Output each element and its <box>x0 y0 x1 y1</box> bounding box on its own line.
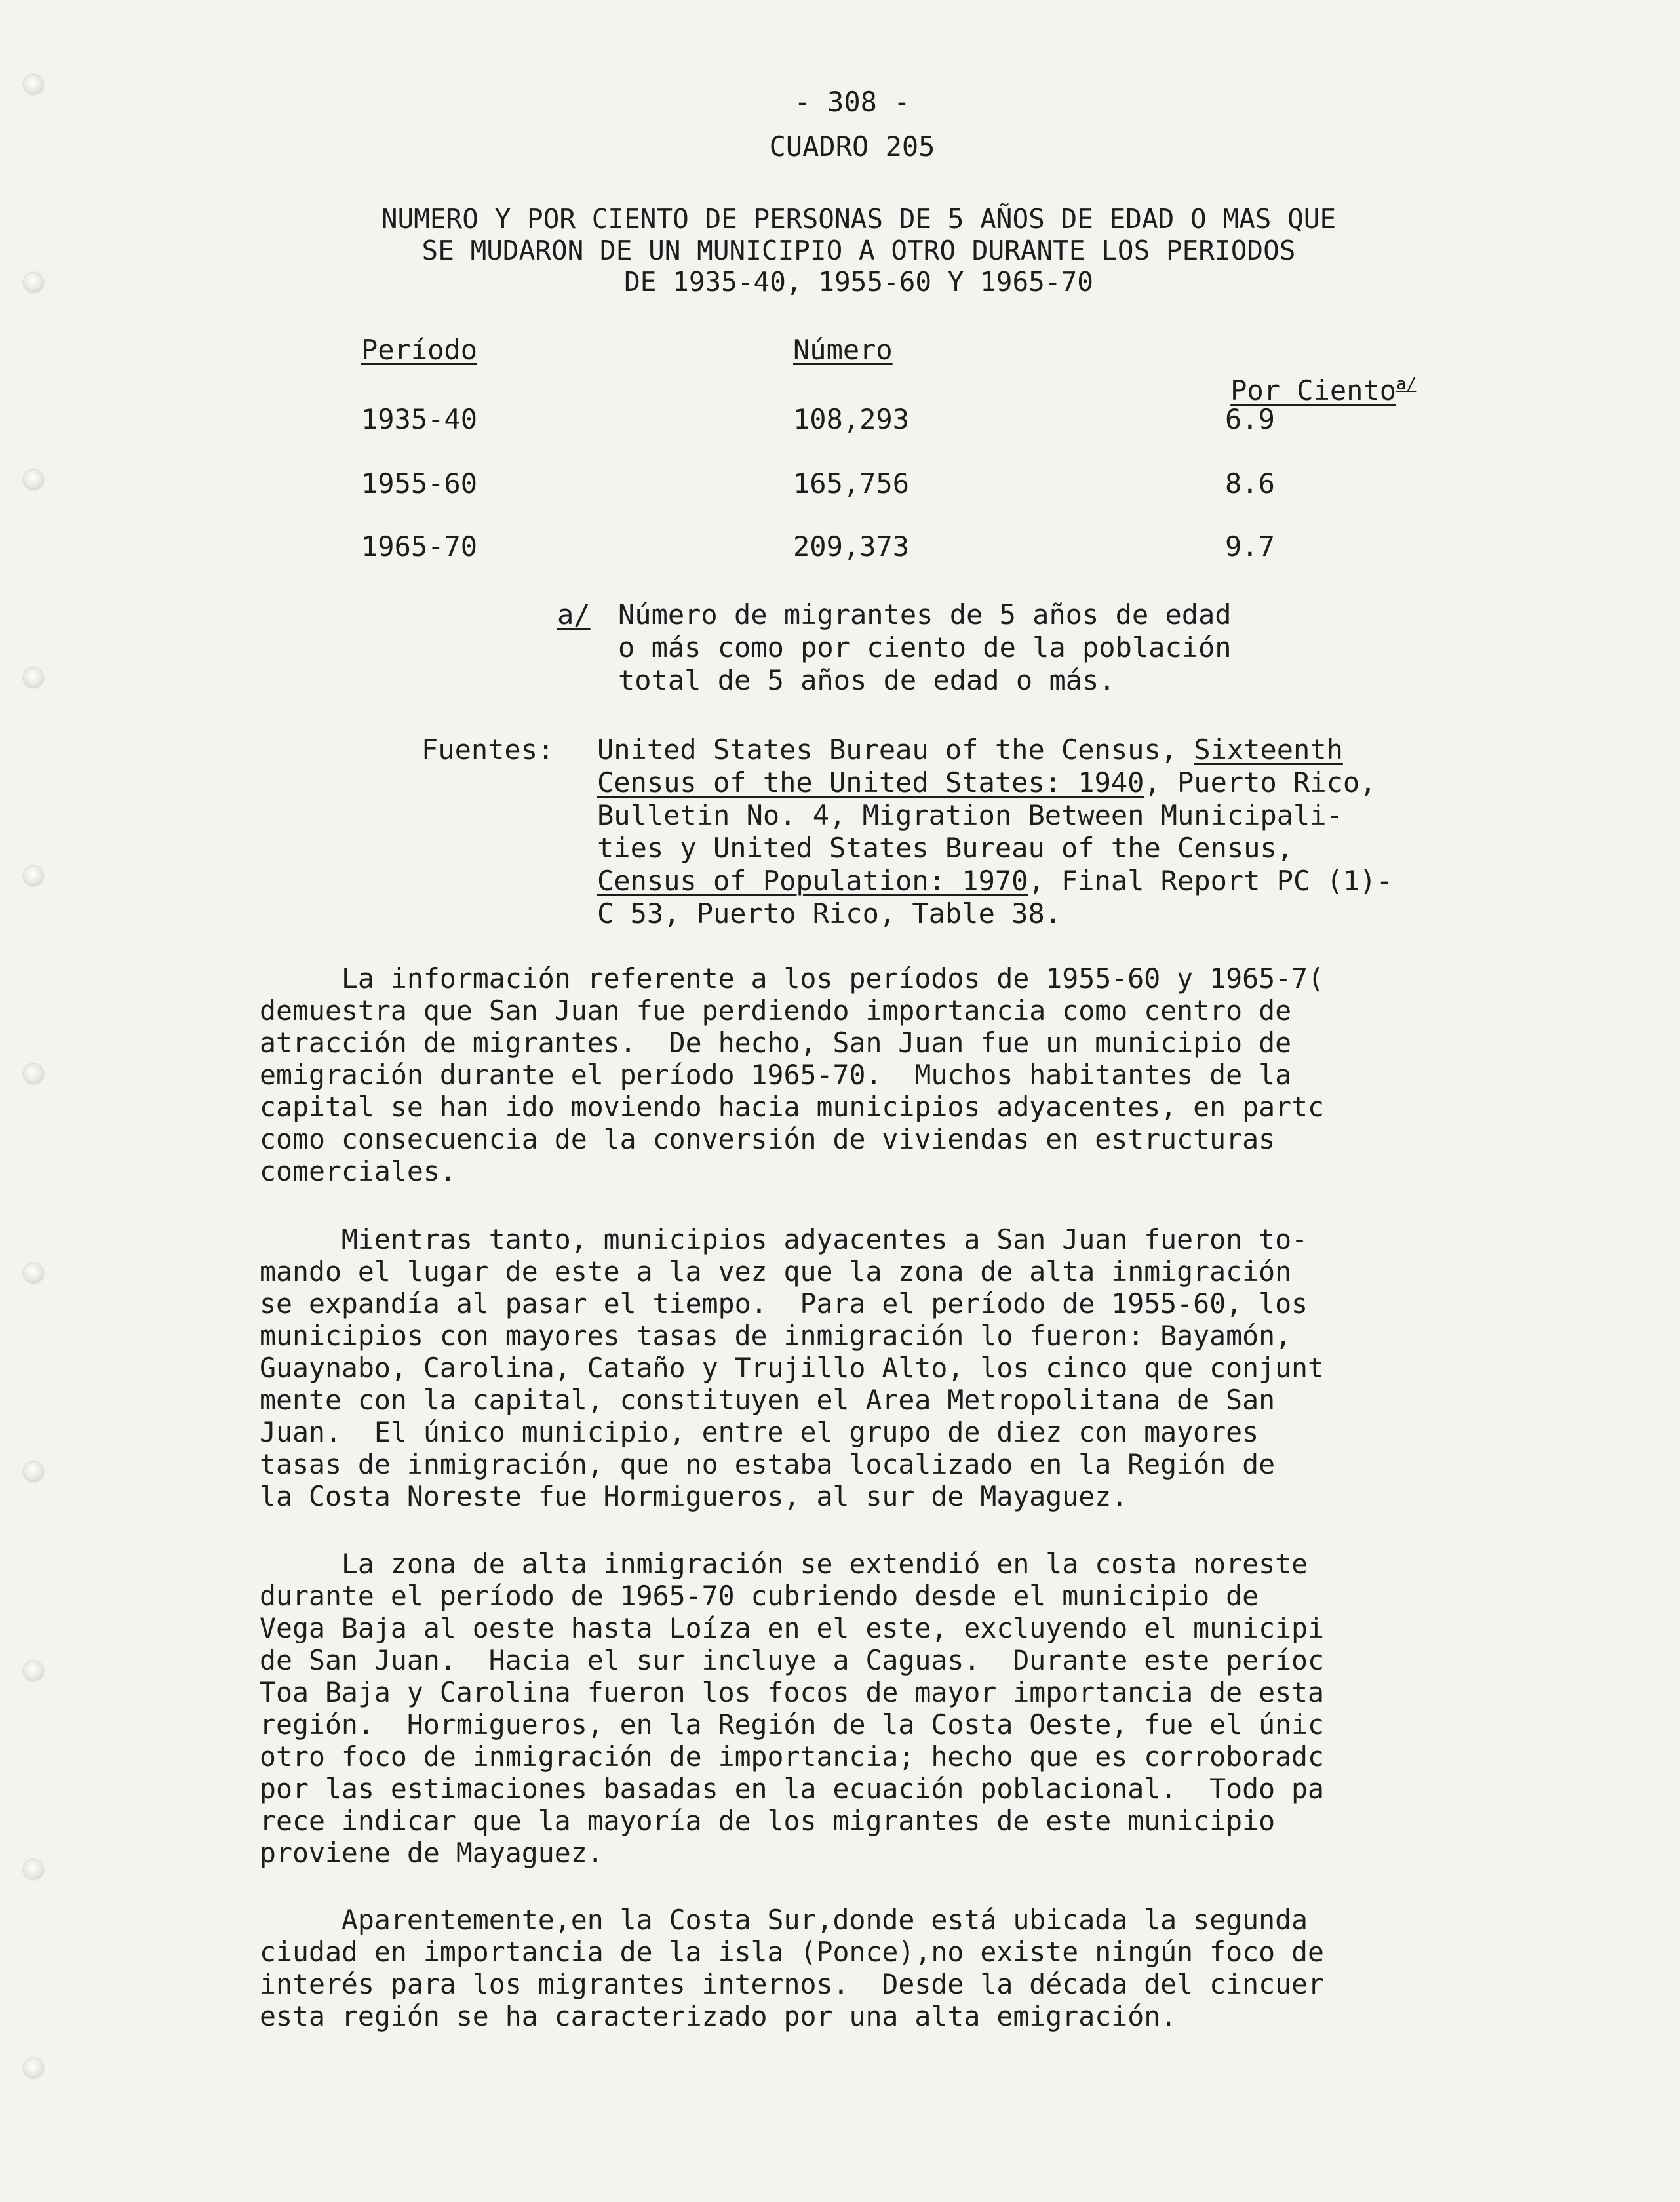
table-cell-number: 209,373 <box>793 530 910 562</box>
table-cell-percent: 6.9 <box>1225 403 1275 435</box>
table-cell-percent: 8.6 <box>1225 467 1275 500</box>
binder-hole <box>24 1064 43 1084</box>
source-line <box>597 733 1343 767</box>
column-header-number: Número <box>793 334 893 366</box>
paragraph-line: Vega Baja al oeste hasta Loíza en el este, excluyendo el municipi <box>260 1612 1325 1644</box>
source-line <box>597 864 1393 898</box>
paragraph-line: esta región se ha caracterizado por una alta emigración. <box>260 2000 1177 2032</box>
paragraph-line: por las estimaciones basadas en la ecuación poblacional. Todo pa <box>260 1773 1325 1805</box>
source-text: United States Bureau of the Census, <box>597 734 1194 766</box>
paragraph-line: emigración durante el período 1965-70. Muchos habitantes de la <box>260 1059 1292 1091</box>
binder-hole <box>24 668 43 688</box>
binder-hole <box>24 1661 43 1681</box>
paragraph-line: Juan. El único municipio, entre el grupo de diez con mayores <box>260 1416 1259 1448</box>
binder-hole <box>24 866 43 886</box>
footnote-line: o más como por ciento de la población <box>618 631 1232 663</box>
paragraph-line: La zona de alta inmigración se extendió en la costa noreste <box>260 1548 1308 1580</box>
column-header-period: Período <box>361 334 478 366</box>
paragraph-line: atracción de migrantes. De hecho, San Juan fue un municipio de <box>260 1027 1292 1059</box>
paragraph-line: se expandía al pasar el tiempo. Para el período de 1955-60, los <box>260 1288 1308 1320</box>
sources-label: Fuentes: <box>421 734 555 766</box>
footnote-marker: a/ <box>557 599 591 631</box>
source-text: C 53, Puerto Rico, Table 38. <box>597 897 1062 930</box>
paragraph-line: comerciales. <box>260 1155 456 1187</box>
paragraph-line: interés para los migrantes internos. Desde la década del cincuer <box>260 1968 1325 2000</box>
paragraph-line: Mientras tanto, municipios adyacentes a San Juan fueron to- <box>260 1223 1308 1255</box>
paragraph-line: la Costa Noreste fue Hormigueros, al sur de Mayaguez. <box>260 1480 1128 1512</box>
source-title: Sixteenth <box>1194 734 1343 766</box>
table-cell-number: 108,293 <box>793 403 910 435</box>
percent-header-label: Por Ciento <box>1230 374 1397 406</box>
paragraph-line: rece indicar que la mayoría de los migrantes de este municipio <box>260 1805 1276 1837</box>
table-cell-percent: 9.7 <box>1225 530 1275 562</box>
table-cell-period: 1935-40 <box>361 403 478 435</box>
column-header-percent <box>1164 333 1416 442</box>
source-title: Census of Population: 1970 <box>597 865 1028 897</box>
body-paragraph <box>260 962 1531 1187</box>
paragraph-line: capital se han ido moviendo hacia municipios adyacentes, en partc <box>260 1091 1325 1123</box>
table-cell-period: 1965-70 <box>361 530 478 562</box>
body-paragraph <box>260 1223 1531 1512</box>
source-line <box>597 766 1376 800</box>
source-text: Bulletin No. 4, Migration Between Municipali- <box>597 799 1343 831</box>
paragraph-line: durante el período de 1965-70 cubriendo desde el municipio de <box>260 1580 1259 1612</box>
footnote-mark: a/ <box>1396 374 1417 394</box>
table-cell-number: 165,756 <box>793 467 910 500</box>
source-line <box>597 798 1343 833</box>
source-text: , Puerto Rico, <box>1144 766 1377 798</box>
table-title-line: SE MUDARON DE UN MUNICIPIO A OTRO DURANTE LOS PERIODOS <box>421 235 1296 266</box>
paragraph-line: Aparentemente,en la Costa Sur,donde está ubicada la segunda <box>260 1904 1308 1936</box>
binder-hole <box>24 2058 43 2078</box>
paragraph-line: como consecuencia de la conversión de viviendas en estructuras <box>260 1123 1276 1155</box>
source-title: Census of the United States: 1940 <box>597 766 1144 798</box>
binder-hole <box>24 1263 43 1283</box>
paragraph-line: de San Juan. Hacia el sur incluye a Caguas. Durante este períoc <box>260 1644 1325 1676</box>
source-line <box>597 831 1293 865</box>
paragraph-line: Guaynabo, Carolina, Cataño y Trujillo Alto, los cinco que conjunt <box>260 1352 1325 1384</box>
table-id: CUADRO 205 <box>769 130 935 163</box>
binder-hole <box>24 1462 43 1482</box>
paragraph-line: demuestra que San Juan fue perdiendo importancia como centro de <box>260 994 1292 1027</box>
paragraph-line: región. Hormigueros, en la Región de la Costa Oeste, fue el únic <box>260 1708 1325 1740</box>
paragraph-line: Toa Baja y Carolina fueron los focos de mayor importancia de esta <box>260 1676 1325 1708</box>
footnote-line: total de 5 años de edad o más. <box>618 664 1116 696</box>
table-cell-period: 1955-60 <box>361 467 478 500</box>
paragraph-line: proviene de Mayaguez. <box>260 1837 604 1869</box>
page-number: - 308 - <box>794 86 910 118</box>
paragraph-line: otro foco de inmigración de importancia; hecho que es corroboradc <box>260 1740 1325 1773</box>
binder-hole <box>24 75 43 94</box>
source-line <box>597 897 1061 931</box>
paragraph-line: mente con la capital, constituyen el Area Metropolitana de San <box>260 1384 1276 1416</box>
footnote-line: Número de migrantes de 5 años de edad <box>618 599 1232 631</box>
table-title-line: DE 1935-40, 1955-60 Y 1965-70 <box>624 266 1093 298</box>
binder-hole <box>24 470 43 490</box>
body-paragraph <box>260 1904 1531 2032</box>
paragraph-line: ciudad en importancia de la isla (Ponce),no existe ningún foco de <box>260 1936 1325 1968</box>
paragraph-line: La información referente a los períodos de 1955-60 y 1965-7( <box>260 962 1325 994</box>
source-text: , Final Report PC (1)- <box>1028 865 1393 897</box>
paragraph-line: mando el lugar de este a la vez que la zona de alta inmigración <box>260 1255 1292 1288</box>
paragraph-line: tasas de inmigración, que no estaba localizado en la Región de <box>260 1448 1276 1480</box>
paragraph-line: municipios con mayores tasas de inmigración lo fueron: Bayamón, <box>260 1320 1292 1352</box>
source-text: ties y United States Bureau of the Census, <box>597 832 1294 864</box>
body-paragraph <box>260 1548 1531 1869</box>
table-title-line: NUMERO Y POR CIENTO DE PERSONAS DE 5 AÑOS DE EDAD O MAS QUE <box>381 203 1337 235</box>
binder-hole <box>24 1860 43 1879</box>
binder-hole <box>24 273 43 292</box>
